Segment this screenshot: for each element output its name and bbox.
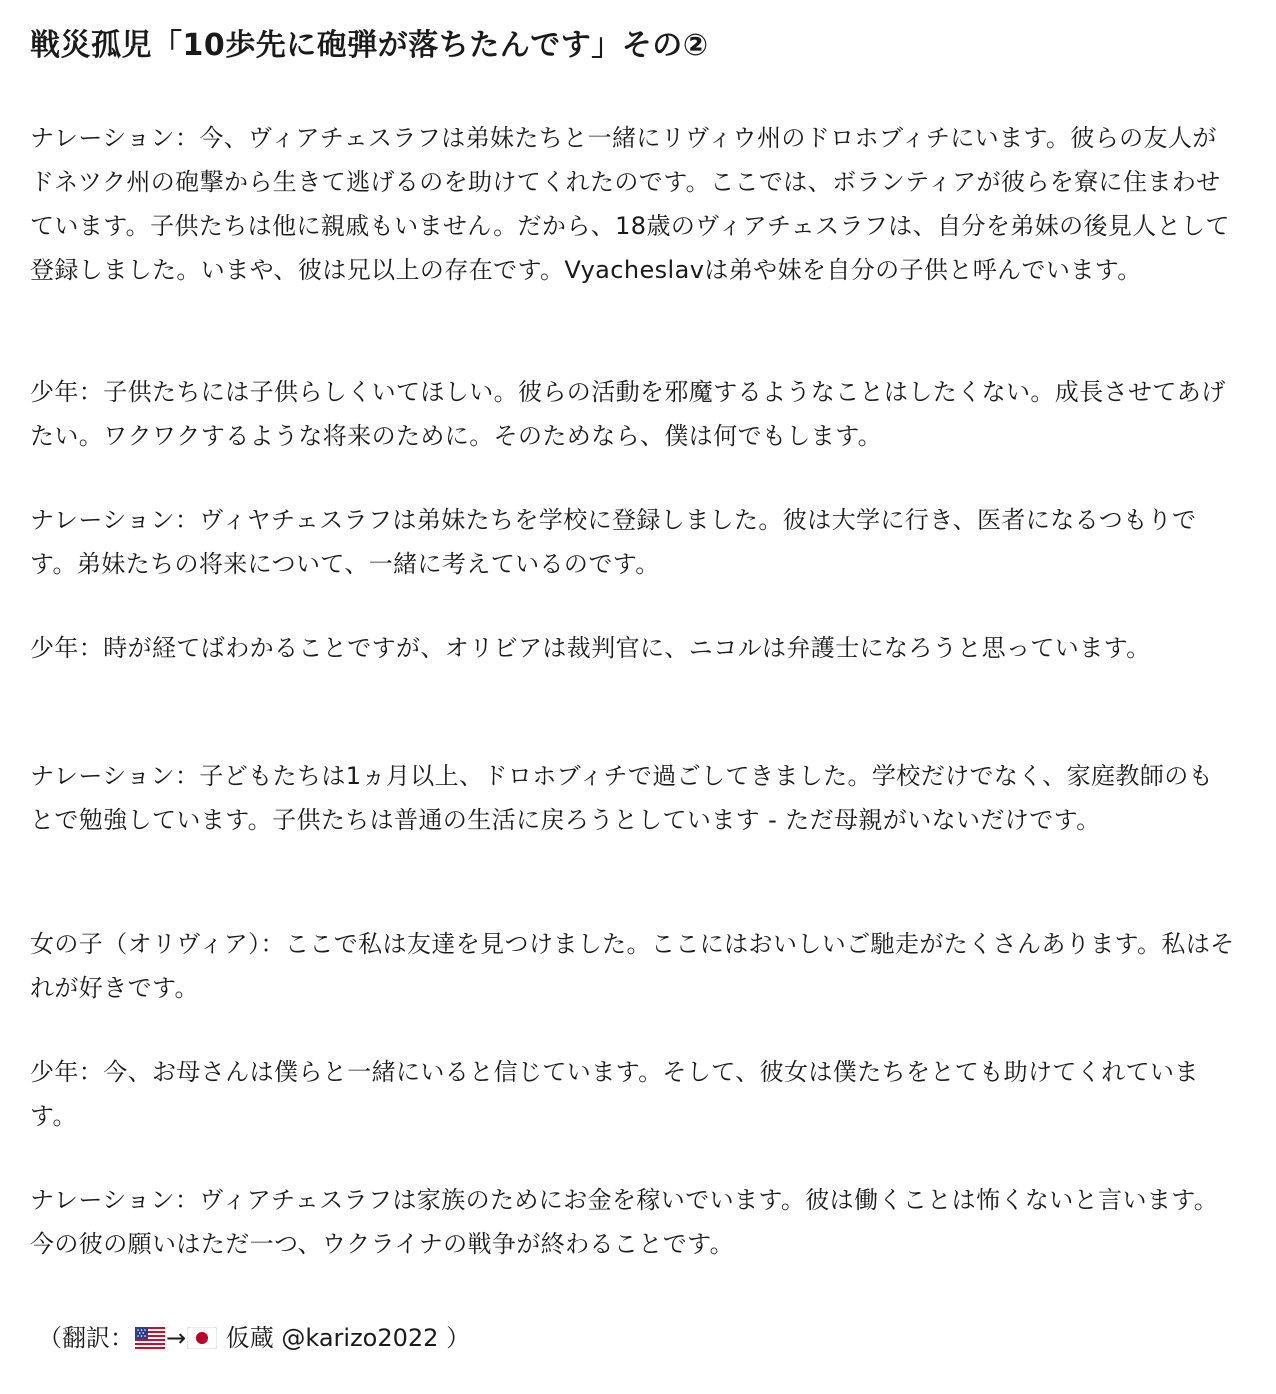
- translator-handle: 仮蔵 @karizo2022 ）: [218, 1324, 471, 1352]
- us-flag-icon: [135, 1319, 165, 1363]
- paragraph-boy-1: 少年：子供たちには子供らしくいてほしい。彼らの活動を邪魔するようなことはしたくない。成長させてあげたい。ワクワクするような将来のために。そのためなら、僕は何でもします。: [30, 378, 1226, 450]
- paragraph-narration-2: ナレーション：ヴィヤチェスラフは弟妹たちを学校に登録しました。彼は大学に行き、医者になるつもりです。弟妹たちの将来について、一緒に考えているのです。: [30, 506, 1197, 578]
- paragraph-narration-4: ナレーション：ヴィアチェスラフは家族のためにお金を稼いでいます。彼は働くことは怖くないと言います。今の彼の願いはただ一つ、ウクライナの戦争が終わることです。: [30, 1186, 1219, 1258]
- paragraph-boy-3: 少年：今、お母さんは僕らと一緒にいると信じています。そして、彼女は僕たちをとても助けてくれています。: [30, 1058, 1199, 1130]
- translation-credit: [38, 1316, 470, 1363]
- page-title: 戦災孤児「10歩先に砲弾が落ちたんです」その②: [30, 28, 709, 63]
- paragraph-boy-2: 少年：時が経てばわかることですが、オリビアは裁判官に、ニコルは弁護士になろうと思っています。: [30, 634, 1151, 662]
- paragraph-narration-1: ナレーション：今、ヴィアチェスラフは弟妹たちと一緒にリヴィウ州のドロホブィチにいます。彼らの友人がドネツク州の砲撃から生きて逃げるのを助けてくれたのです。ここでは、ボランティアが彼らを寮に住まわせています。子供たちは他に親戚もいません。だから、18歳のヴィアチェスラフは、自分を弟妹の後見人として登録しました。いまや、彼は兄以上の存在です。Vyacheslavは弟や妹を自分の子供と呼んでいます。: [30, 124, 1230, 284]
- paragraph-girl-1: 女の子（オリヴィア）：ここで私は友達を見つけました。ここにはおいしいご馳走がたくさんあります。私はそれが好きです。: [30, 930, 1235, 1002]
- paragraph-narration-3: ナレーション：子どもたちは1ヵ月以上、ドロホブィチで過ごしてきました。学校だけでなく、家庭教師のもとで勉強しています。子供たちは普通の生活に戻ろうとしています - ただ母親がいないだけです。: [30, 762, 1214, 834]
- jp-flag-icon: [187, 1319, 217, 1363]
- arrow-text: →: [166, 1324, 187, 1352]
- credit-open: （翻訳：: [38, 1324, 134, 1352]
